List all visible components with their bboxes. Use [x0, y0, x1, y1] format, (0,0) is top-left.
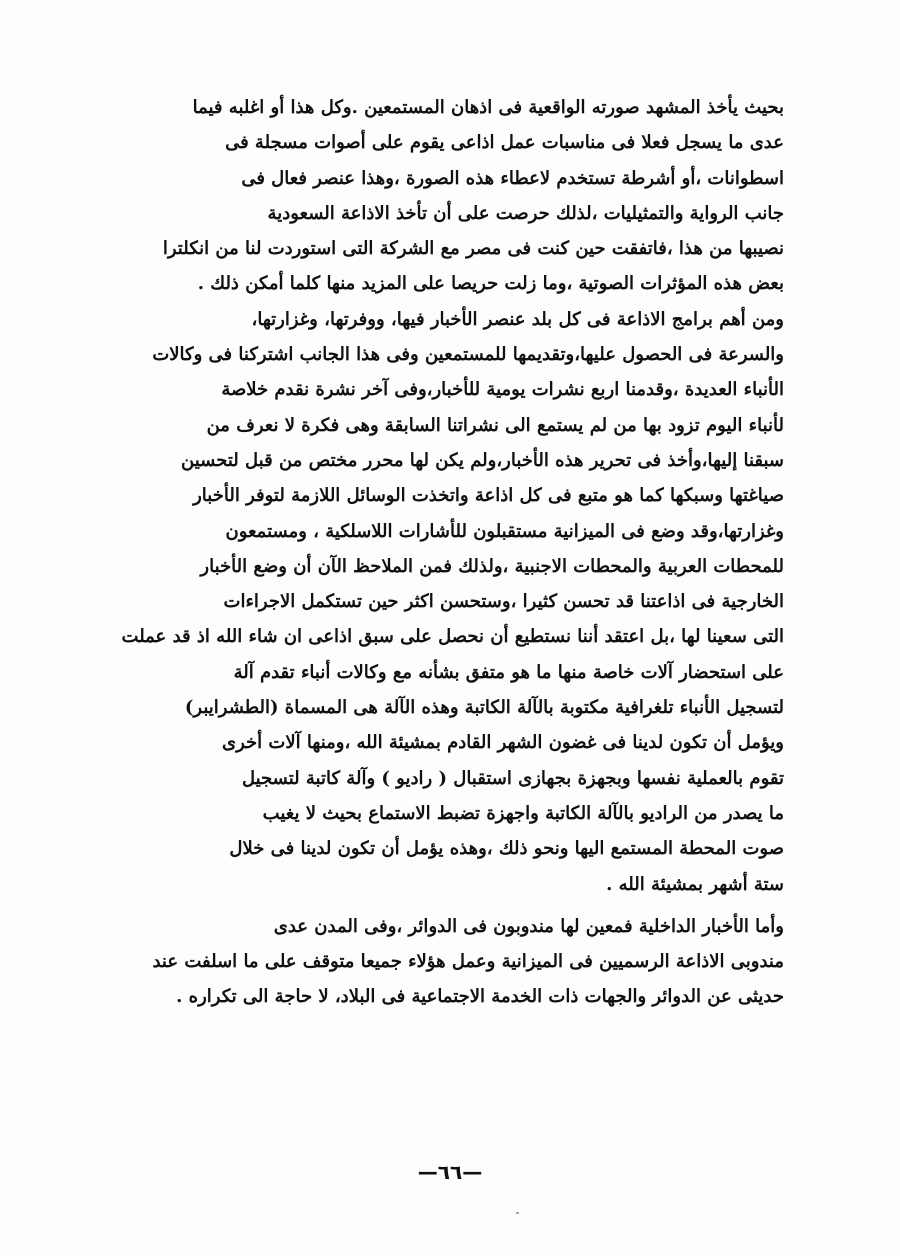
text-line: اسطوانات ،أو أشرطة تستخدم لاعطاء هذه الصورة ،وهذا عنصر فعال فى [241, 167, 784, 189]
text-line: ويؤمل أن تكون لدينا فى غضون الشهر القادم بمشيئة الله ،ومنها آلات أخرى [222, 732, 784, 754]
text-line: مندوبى الاذاعة الرسميين فى الميزانية وعمل هؤلاء جميعا متوقف على ما اسلفت عند [152, 951, 784, 973]
text-line: عدى ما يسجل فعلا فى مناسبات عمل اذاعى يقوم على أصوات مسجلة فى [225, 132, 784, 154]
text-line: الخارجية فى اذاعتنا قد تحسن كثيرا ،وستحسن اكثر حين تستكمل الاجراءات [223, 591, 784, 613]
text-line: جانب الرواية والتمثيليات ،لذلك حرصت على أن تأخذ الاذاعة السعودية [267, 202, 784, 224]
text-line: التى سعينا لها ،بل اعتقد أننا نستطيع أن نحصل على سبق اذاعى ان شاء الله اذ قد عملت [121, 626, 784, 648]
body-text [112, 90, 784, 1015]
text-line: وأما الأخبار الداخلية فمعين لها مندوبون فى الدوائر ،وفى المدن عدى [273, 915, 784, 937]
text-line: لأنباء اليوم تزود بها من لم يستمع الى نشراتنا السابقة وهى فكرة لا نعرف من [206, 414, 784, 436]
scan-speck [516, 1212, 519, 1214]
text-line: الأنباء العديدة ،وقدمنا اربع نشرات يومية للأخبار،وفى آخر نشرة نقدم خلاصة [221, 379, 784, 401]
paragraph-1 [112, 90, 784, 302]
text-line: بعض هذه المؤثرات الصوتية ،وما زلت حريصا على المزيد منها كلما أمكن ذلك . [197, 273, 784, 295]
text-line: تقوم بالعملية نفسها وبجهزة بجهازى استقبال ( راديو ) وآلة كاتبة لتسجيل [241, 767, 784, 789]
text-line: نصيبها من هذا ،فاتفقت حين كنت فى مصر مع الشركة التى استوردت لنا من انكلترا [162, 238, 784, 260]
text-line: بحيث يأخذ المشهد صورته الواقعية فى اذهان المستمعين .وكل هذا أو اغلبه فيما [192, 97, 784, 118]
text-line: صوت المحطة المستمع اليها ونحو ذلك ،وهذه يؤمل أن تكون لدينا فى خلال [229, 838, 784, 860]
paragraph-3 [112, 909, 784, 1015]
page-number: —٦٦— [417, 1160, 483, 1184]
text-line: سبقنا إليها،وأخذ فى تحرير هذه الأخبار،ولم يكن لها محرر مختص من قبل لتحسين [181, 449, 784, 471]
paragraph-2 [112, 302, 784, 902]
text-line: لتسجيل الأنباء تلغرافية مكتوبة بالآلة الكاتبة وهذه الآلة هى المسماة (الطشرايبر) [184, 697, 784, 719]
text-line: للمحطات العربية والمحطات الاجنبية ،ولذلك فمن الملاحظ الآن أن وضع الأخبار [200, 555, 784, 577]
text-line: على استحضار آلات خاصة منها ما هو متفق بشأنه مع وكالات أنباء تقدم آلة [233, 661, 784, 683]
text-line: صياغتها وسبكها كما هو متبع فى كل اذاعة واتخذت الوسائل اللازمة لتوفر الأخبار [193, 485, 784, 507]
paragraph-gap [112, 902, 784, 909]
text-line: ومن أهم برامج الاذاعة فى كل بلد عنصر الأخبار فيها، ووفرتها، وغزارتها، [251, 308, 784, 330]
text-line: حديثى عن الدوائر والجهات ذات الخدمة الاجتماعية فى البلاد، لا حاجة الى تكراره . [176, 986, 784, 1008]
text-line: والسرعة فى الحصول عليها،وتقديمها للمستمعين وفى هذا الجانب اشتركنا فى وكالات [152, 344, 784, 366]
text-line: ستة أشهر بمشيئة الله . [606, 873, 784, 895]
text-line: ما يصدر من الراديو بالآلة الكاتبة واجهزة تضبط الاستماع بحيث لا يغيب [262, 802, 784, 824]
text-line: وغزارتها،وقد وضع فى الميزانية مستقبلون للأشارات اللاسلكية ، ومستمعون [225, 520, 784, 542]
